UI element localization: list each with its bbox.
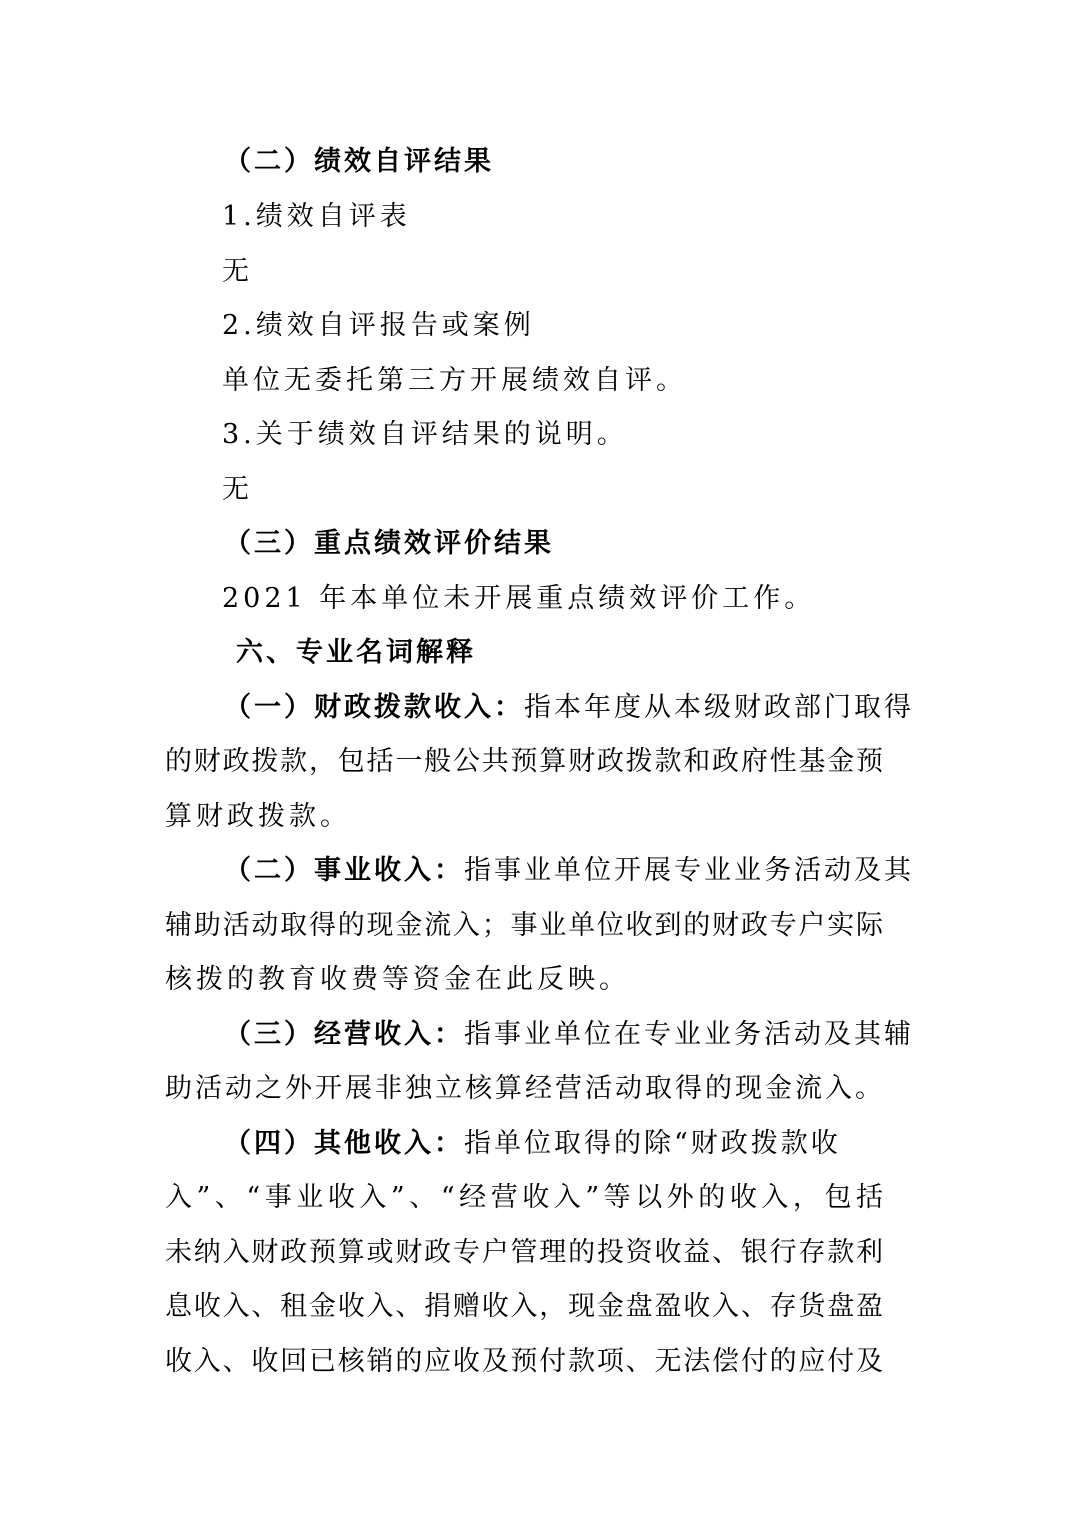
definition-text: 指事业单位在专业业务活动及其辅: [464, 1019, 914, 1050]
definition-first-line: [224, 855, 914, 887]
item-self-evaluation-explanation: 3.关于绩效自评结果的说明。: [222, 419, 628, 450]
definition-line: 息收入、租金收入、捐赠收入，现金盘盈收入、存货盘盈: [165, 1291, 883, 1322]
key-performance-evaluation-text: 2021 年本单位未开展重点绩效评价工作。: [222, 583, 816, 614]
definition-first-line: [224, 1128, 841, 1160]
definition-text: 指单位取得的除“财政拨款收: [464, 1128, 841, 1159]
definition-text: 指事业单位开展专业业务活动及其: [464, 855, 914, 886]
definition-line: 核拨的教育收费等资金在此反映。: [165, 964, 630, 995]
item-self-evaluation-explanation-value: 无: [222, 474, 253, 505]
heading-glossary: 六、专业名词解释: [236, 637, 476, 668]
definition-term: （二）事业收入：: [224, 855, 464, 886]
definition-line: 辅助活动取得的现金流入；事业单位收到的财政专户实际: [165, 910, 883, 941]
item-self-evaluation-report: 2.绩效自评报告或案例: [222, 310, 535, 341]
definition-term: （三）经营收入：: [224, 1019, 464, 1050]
definition-line: 的财政拨款，包括一般公共预算财政拨款和政府性基金预: [165, 746, 883, 777]
heading-key-performance-evaluation: （三）重点绩效评价结果: [224, 528, 554, 559]
definition-first-line: [224, 1019, 914, 1051]
item-self-evaluation-table: 1.绩效自评表: [222, 201, 411, 232]
definition-term: （四）其他收入：: [224, 1128, 464, 1159]
definition-line: 入”、“事业收入”、“经营收入”等以外的收入，包括: [165, 1182, 883, 1213]
definition-line: 算财政拨款。: [165, 801, 351, 832]
item-self-evaluation-table-value: 无: [222, 256, 253, 287]
definition-first-line: [224, 692, 914, 724]
heading-performance-self-evaluation: （二）绩效自评结果: [224, 146, 494, 177]
definition-text: 指本年度从本级财政部门取得: [524, 692, 914, 723]
item-self-evaluation-report-value: 单位无委托第三方开展绩效自评。: [222, 365, 687, 396]
definition-term: （一）财政拨款收入：: [224, 692, 524, 723]
definition-line: 收入、收回已核销的应收及预付款项、无法偿付的应付及: [165, 1346, 883, 1377]
definition-line: 未纳入财政预算或财政专户管理的投资收益、银行存款利: [165, 1237, 883, 1268]
definition-line: 助活动之外开展非独立核算经营活动取得的现金流入。: [165, 1073, 885, 1104]
